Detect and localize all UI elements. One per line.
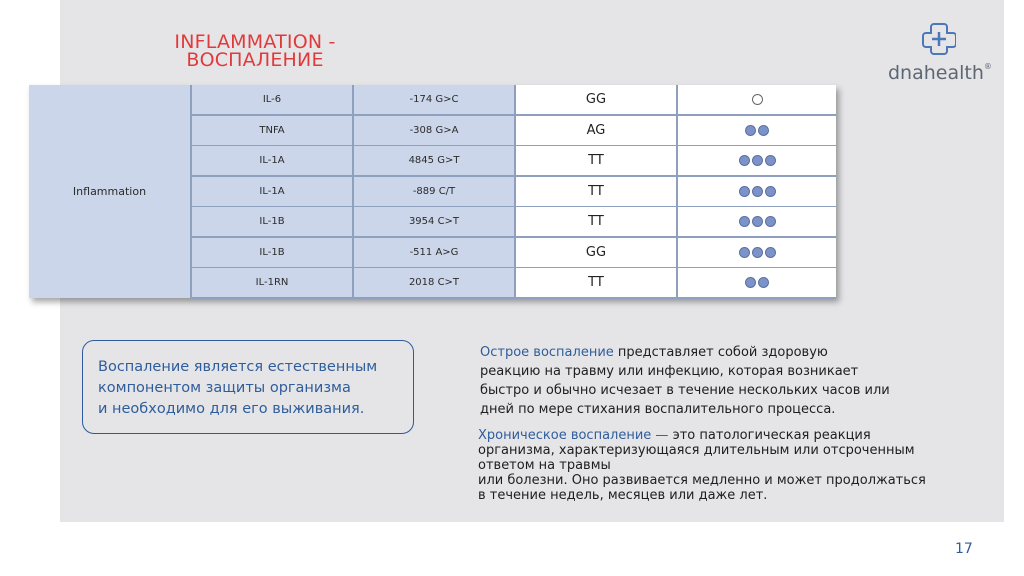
filled-dot-icon bbox=[752, 186, 763, 197]
variant-cell: -174 G>C bbox=[354, 85, 516, 114]
page-number: 17 bbox=[955, 541, 973, 557]
filled-dot-icon bbox=[752, 155, 763, 166]
risk-dots-cell bbox=[678, 238, 836, 267]
risk-dots-cell bbox=[678, 85, 836, 114]
chronic-line bbox=[478, 428, 1008, 443]
risk-dots-cell bbox=[678, 207, 836, 236]
logo-wordmark bbox=[888, 62, 992, 84]
risk-dots-cell bbox=[678, 146, 836, 175]
table-row bbox=[192, 207, 836, 238]
genotype-cell: TT bbox=[516, 177, 678, 206]
chronic-line: в течение недель, месяцев или даже лет. bbox=[478, 488, 768, 503]
definition-line: компонентом защиты организма bbox=[98, 380, 351, 396]
chronic-inflammation-text bbox=[478, 428, 1008, 503]
genotype-cell: GG bbox=[516, 238, 678, 267]
filled-dot-icon bbox=[752, 247, 763, 258]
gene-cell: IL-1RN bbox=[192, 268, 354, 297]
acute-inflammation-text bbox=[480, 343, 980, 419]
chronic-line: организма, характеризующаяся длительным или отсроченным bbox=[478, 443, 915, 458]
table-row bbox=[192, 85, 836, 116]
gene-cell: IL-1A bbox=[192, 146, 354, 175]
chronic-line: ответом на травмы bbox=[478, 458, 611, 473]
genotype-cell: TT bbox=[516, 207, 678, 236]
acute-line: быстро и обычно исчезает в течение нескольких часов или bbox=[480, 383, 890, 398]
filled-dot-icon bbox=[739, 247, 750, 258]
gene-cell: IL-1B bbox=[192, 207, 354, 236]
slide-title: INFLAMMATION - ВОСПАЛЕНИЕ bbox=[174, 31, 336, 71]
variant-cell: 4845 G>T bbox=[354, 146, 516, 175]
chronic-highlight: Хроническое воспаление — bbox=[478, 428, 669, 443]
filled-dot-icon bbox=[739, 216, 750, 227]
genotype-cell: TT bbox=[516, 146, 678, 175]
filled-dot-icon bbox=[745, 277, 756, 288]
filled-dot-icon bbox=[739, 155, 750, 166]
risk-dots-cell bbox=[678, 177, 836, 206]
acute-line: реакцию на травму или инфекцию, которая возникает bbox=[480, 364, 859, 379]
gene-cell: IL-6 bbox=[192, 85, 354, 114]
risk-dots-cell bbox=[678, 116, 836, 145]
medical-cross-icon bbox=[922, 22, 956, 56]
logo-suffix: health bbox=[923, 62, 984, 84]
definition-line: и необходимо для его выживания. bbox=[98, 401, 365, 417]
variant-cell: -308 G>A bbox=[354, 116, 516, 145]
gene-cell: IL-1B bbox=[192, 238, 354, 267]
acute-line: дней по мере стихания воспалительного процесса. bbox=[480, 402, 836, 417]
chronic-first-rest: это патологическая реакция bbox=[668, 428, 871, 443]
filled-dot-icon bbox=[758, 277, 769, 288]
filled-dot-icon bbox=[765, 186, 776, 197]
gene-cell: TNFA bbox=[192, 116, 354, 145]
filled-dot-icon bbox=[745, 125, 756, 136]
acute-highlight: Острое воспаление bbox=[480, 345, 614, 360]
genotype-cell: GG bbox=[516, 85, 678, 114]
definition-text bbox=[98, 357, 438, 420]
table-row bbox=[192, 177, 836, 208]
filled-dot-icon bbox=[765, 155, 776, 166]
risk-dots-cell bbox=[678, 268, 836, 297]
variant-cell: -511 A>G bbox=[354, 238, 516, 267]
filled-dot-icon bbox=[758, 125, 769, 136]
filled-dot-icon bbox=[765, 216, 776, 227]
filled-dot-icon bbox=[739, 186, 750, 197]
table-row bbox=[192, 116, 836, 147]
acute-line bbox=[480, 343, 980, 362]
table-row bbox=[192, 146, 836, 177]
variant-cell: 2018 C>T bbox=[354, 268, 516, 297]
definition-line: Воспаление является естественным bbox=[98, 359, 378, 375]
empty-dot-icon bbox=[752, 94, 763, 105]
filled-dot-icon bbox=[752, 216, 763, 227]
genotype-cell: TT bbox=[516, 268, 678, 297]
logo-registered: ® bbox=[983, 62, 992, 71]
gene-cell: IL-1A bbox=[192, 177, 354, 206]
chronic-line: или болезни. Оно развивается медленно и может продолжаться bbox=[478, 473, 926, 488]
table-row bbox=[192, 238, 836, 269]
table-row bbox=[192, 268, 836, 299]
filled-dot-icon bbox=[765, 247, 776, 258]
genotype-cell: AG bbox=[516, 116, 678, 145]
variant-cell: -889 C/T bbox=[354, 177, 516, 206]
category-cell: Inflammation bbox=[29, 85, 192, 298]
dnahealth-logo bbox=[888, 22, 998, 88]
acute-first-rest: представляет собой здоровую bbox=[613, 345, 828, 360]
variant-cell: 3954 C>T bbox=[354, 207, 516, 236]
genotype-table bbox=[29, 85, 836, 298]
logo-prefix: dna bbox=[888, 62, 924, 84]
